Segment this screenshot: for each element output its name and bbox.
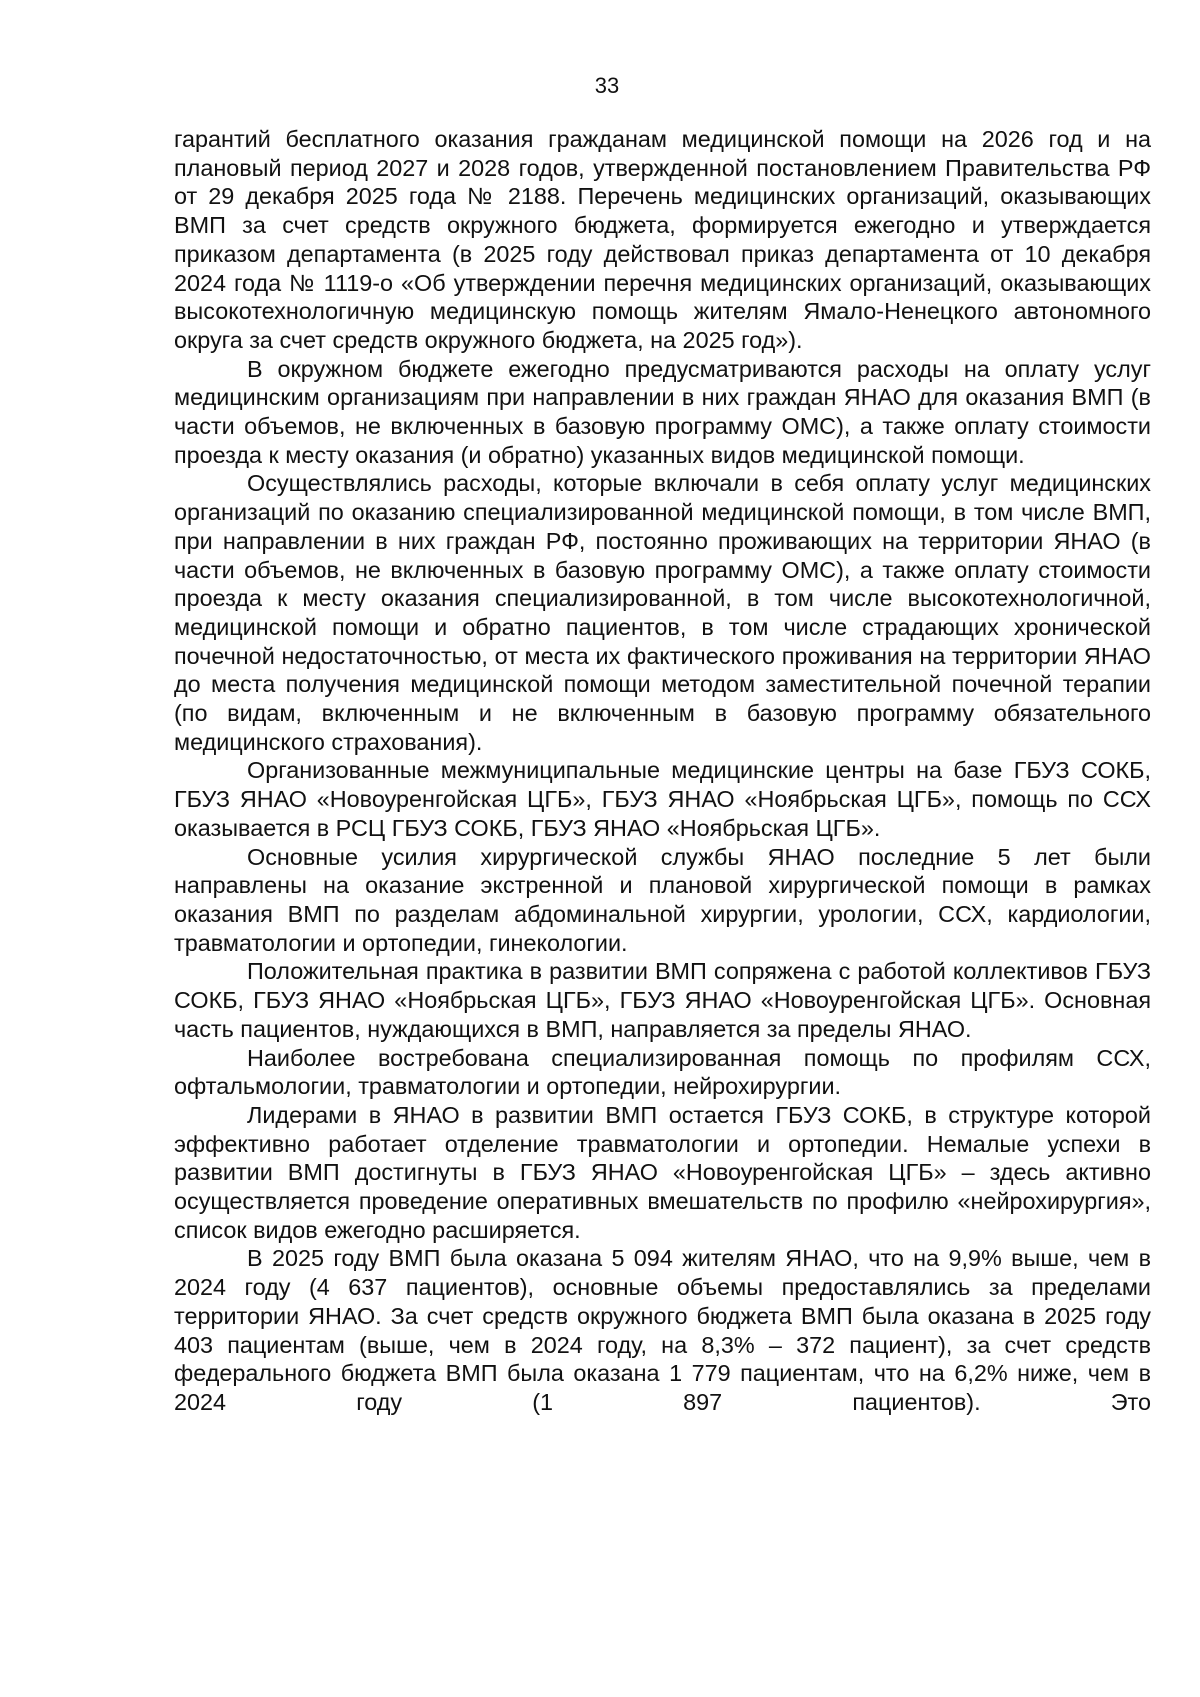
paragraph-okrug-budget-expenses: В окружном бюджете ежегодно предусматриваются расходы на оплату услуг медицинским организациям при направлении в них граждан ЯНАО для оказания ВМП (в части объемов, не включенных в базовую программу ОМС), а также оплату стоимости проезда к месту оказания (и обратно) указанных видов медицинской помощи.: [174, 355, 1151, 468]
page-number: 33: [594, 73, 620, 98]
document-body: [174, 125, 1151, 1417]
paragraph-positive-practice: Положительная практика в развитии ВМП сопряжена с работой коллективов ГБУЗ СОКБ, ГБУЗ ЯНАО «Ноябрьская ЦГБ», ГБУЗ ЯНАО «Новоуренгойская ЦГБ». Основная часть пациентов, нуждающихся в ВМП, направляется за пределы ЯНАО.: [174, 958, 1151, 1042]
paragraph-intermunicipal-centers: Организованные межмуниципальные медицинские центры на базе ГБУЗ СОКБ, ГБУЗ ЯНАО «Новоуренгойская ЦГБ», ГБУЗ ЯНАО «Ноябрьская ЦГБ», помощь по ССХ оказывается в РСЦ ГБУЗ СОКБ, ГБУЗ ЯНАО «Ноябрьская ЦГБ».: [174, 757, 1151, 841]
paragraph-surgical-service: Основные усилия хирургической службы ЯНАО последние 5 лет были направлены на оказание экстренной и плановой хирургической помощи в рамках оказания ВМП по разделам абдоминальной хирургии, урологии, ССХ, кардиологии, травматологии и ортопедии, гинекологии.: [174, 843, 1151, 956]
paragraph-leaders: Лидерами в ЯНАО в развитии ВМП остается ГБУЗ СОКБ, в структуре которой эффективно работает отделение травматологии и ортопедии. Немалые успехи в развитии ВМП достигнуты в ГБУЗ ЯНАО «Новоуренгойская ЦГБ» – здесь активно осуществляется проведение оперативных вмешательств по профилю «нейрохирургия», список видов ежегодно расширяется.: [174, 1101, 1151, 1243]
paragraph-vmp-list-order: гарантий бесплатного оказания гражданам медицинской помощи на 2026 год и на плановый период 2027 и 2028 годов, утвержденной постановлением Правительства РФ от 29 декабря 2025 года № 2188. Перечень медицинских организаций, оказывающих ВМП за счет средств окружного бюджета, формируется ежегодно и утверждается приказом департамента (в 2025 году действовал приказ департамента от 10 декабря 2024 года № 1119-о «Об утверждении перечня медицинских организаций, оказывающих высокотехнологичную медицинскую помощь жителям Ямало-Ненецкого автономного округа за счет средств окружного бюджета, на 2025 год»).: [174, 126, 1151, 353]
paragraph-specialized-care-expenses: Осуществлялись расходы, которые включали в себя оплату услуг медицинских организаций по оказанию специализированной медицинской помощи, в том числе ВМП, при направлении в них граждан РФ, постоянно проживающих на территории ЯНАО (в части объемов, не включенных в базовую программу ОМС), а также оплату стоимости проезда к месту оказания специализированной, в том числе высокотехнологичной, медицинской помощи и обратно пациентов, в том числе страдающих хронической почечной недостаточностью, от места их фактического проживания на территории ЯНАО до места получения медицинской помощи методом заместительной почечной терапии (по видам, включенным и не включенным в базовую программу обязательного медицинского страхования).: [174, 470, 1151, 755]
paragraph-demanded-profiles: Наиболее востребована специализированная помощь по профилям ССХ, офтальмологии, травматологии и ортопедии, нейрохирургии.: [174, 1044, 1151, 1100]
paragraph-2025-statistics: В 2025 году ВМП была оказана 5 094 жителям ЯНАО, что на 9,9% выше, чем в 2024 году (4 637 пациентов), основные объемы предоставлялись за пределами территории ЯНАО. За счет средств окружного бюджета ВМП была оказана в 2025 году 403 пациентам (выше, чем в 2024 году, на 8,3% – 372 пациент), за счет средств федерального бюджета ВМП была оказана 1 779 пациентам, что на 6,2% ниже, чем в 2024 году (1 897 пациентов). Это: [174, 1245, 1151, 1415]
